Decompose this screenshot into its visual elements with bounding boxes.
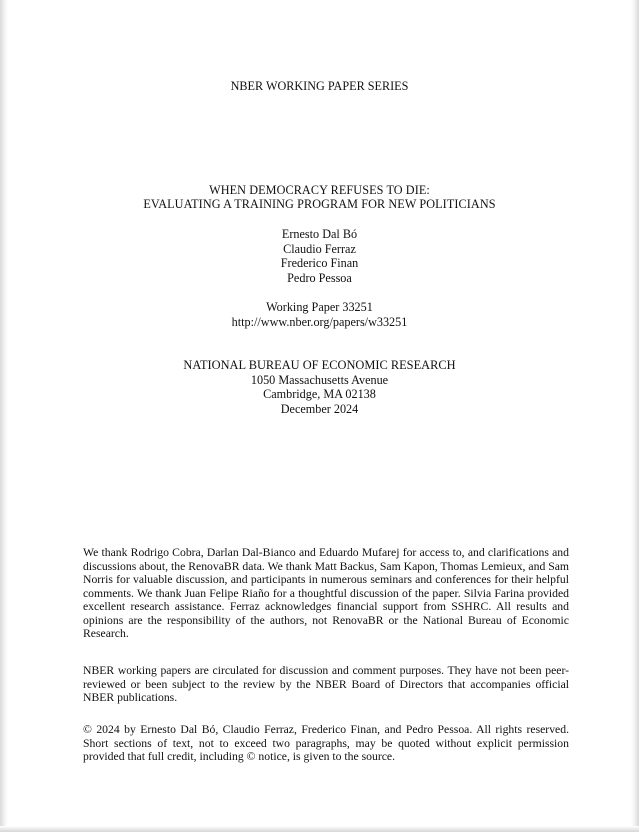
author-name: Pedro Pessoa	[287, 270, 352, 285]
author-list	[0, 227, 639, 285]
institution-address-street: 1050 Massachusetts Avenue	[250, 372, 389, 387]
author-name: Claudio Ferraz	[283, 241, 356, 256]
institution-name: NATIONAL BUREAU OF ECONOMIC RESEARCH	[183, 358, 456, 372]
author-name: Ernesto Dal Bó	[281, 227, 358, 241]
author-name: Frederico Finan	[280, 256, 359, 271]
paper-title	[0, 183, 639, 211]
working-paper-info	[0, 300, 639, 329]
title-line-1: WHEN DEMOCRACY REFUSES TO DIE:	[209, 183, 430, 197]
acknowledgements-paragraph: We thank Rodrigo Cobra, Darlan Dal-Bianco and Eduardo Mufarej for access to, and clarifications and discussions about, the RenovaBR data. We thank Matt Backus, Sam Kapon, Thomas Lemieux, and Sam Norris for valuable discussion, and participants in numerous seminars and conferences for their helpful comments. We thank Juan Felipe Riaño for a thoughtful discussion of the paper. Silvia Farina provided excellent research assistance. Ferraz acknowledges financial support from SSHRC. All results and opinions are the responsibility of the authors, not RenovaBR or the National Bureau of Economic Research.	[83, 546, 569, 641]
series-heading: NBER WORKING PAPER SERIES	[230, 79, 409, 93]
working-paper-number: Working Paper 33251	[266, 300, 373, 314]
title-line-2: EVALUATING A TRAINING PROGRAM FOR NEW POLITICIANS	[143, 197, 496, 211]
page-edge-bottom	[0, 826, 639, 832]
institution-block	[0, 358, 639, 416]
paper-url[interactable]: http://www.nber.org/papers/w33251	[231, 314, 408, 329]
circulation-note-paragraph: NBER working papers are circulated for discussion and comment purposes. They have not been peer-reviewed or been subject to the review by the NBER Board of Directors that accompanies official NBER publications.	[83, 664, 569, 705]
publication-date: December 2024	[280, 401, 359, 416]
copyright-paragraph: © 2024 by Ernesto Dal Bó, Claudio Ferraz, Frederico Finan, and Pedro Pessoa. All rights reserved. Short sections of text, not to exceed two paragraphs, may be quoted without explicit permission provided that full credit, including © notice, is given to the source.	[83, 723, 569, 764]
institution-address-city: Cambridge, MA 02138	[263, 387, 376, 402]
